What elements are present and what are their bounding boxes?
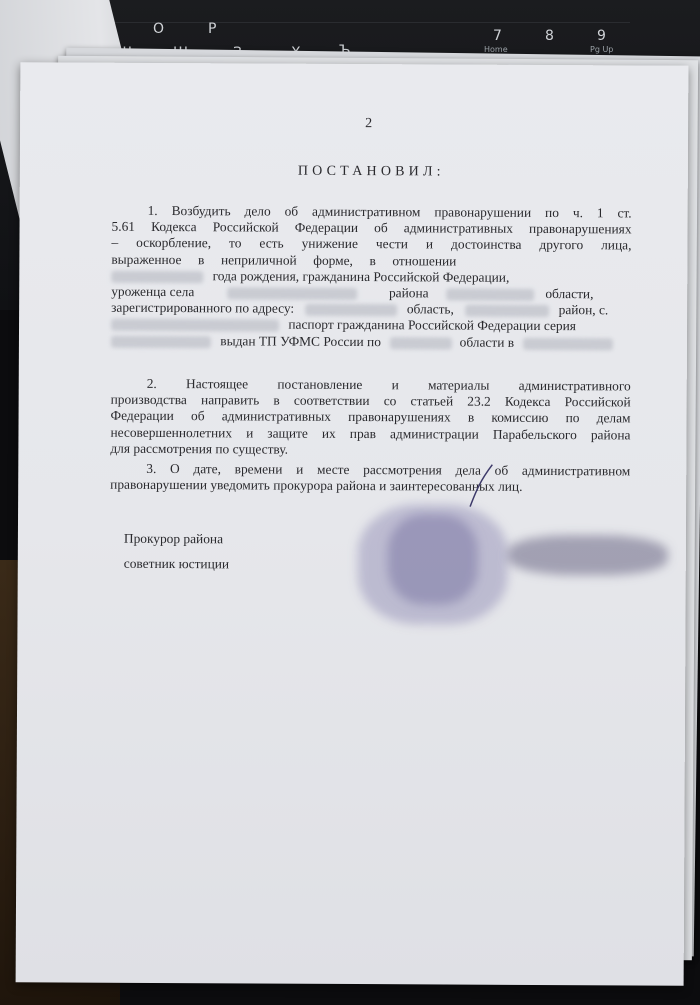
redaction (465, 305, 549, 317)
paragraph-fragment: области в (459, 334, 515, 350)
keyboard-key-edge (90, 22, 630, 23)
redaction (523, 337, 613, 349)
paragraph-line: Федерации об административных правонарушениях в комиссию по делам (110, 408, 631, 426)
paragraph-line: 3. О дате, времени и месте рассмотрения дела об административном (146, 460, 631, 479)
redaction (111, 270, 203, 282)
keyboard-key-8: 8 (545, 28, 554, 44)
document-heading: ПОСТАНОВИЛ: (297, 163, 445, 180)
paragraph-2 (110, 376, 630, 460)
redaction (446, 288, 534, 300)
paragraph-fragment: выдан ТП УФМС России по (220, 332, 381, 349)
paragraph-line (111, 268, 631, 287)
paragraph-line: 5.61 Кодекса Российской Федерации об административных правонарушениях (111, 218, 632, 237)
paragraph-line: выраженное в неприличной форме, в отношении (111, 251, 457, 269)
paragraph-fragment: района (388, 285, 429, 301)
paragraph-fragment: области, (545, 286, 594, 302)
document-sheet (16, 62, 689, 985)
redaction (228, 287, 358, 300)
paragraph-fragment: район, с. (558, 302, 609, 318)
paragraph-line: правонарушении уведомить прокурора района и заинтересованных лиц. (110, 476, 523, 495)
paragraph-line: несовершеннолетних и защите их прав администрации Парабельского района (110, 424, 631, 443)
keyboard-key-9: 9 (597, 28, 606, 44)
paragraph-fragment: уроженца села (111, 283, 195, 300)
paragraph-fragment: паспорт гражданина Российской Федерации серия (288, 317, 577, 334)
paragraph-line: производства направить в соответствии со статьей 23.2 Кодекса Российской (110, 391, 631, 410)
keyboard-key-home: Home (484, 45, 508, 54)
blurred-stamp (388, 514, 478, 604)
blurred-signature (508, 535, 668, 576)
paragraph-fragment: область, (406, 301, 454, 317)
signature-stroke (466, 461, 496, 511)
paragraph-fragment: зарегистрированного по адресу: (111, 299, 295, 316)
paragraph-fragment: года рождения, гражданина Российской Федерации, (212, 268, 510, 285)
signature-rank: советник юстиции (123, 555, 230, 572)
redaction (305, 304, 397, 316)
paragraph-line: 2. Настоящее постановление и материалы административного (146, 375, 631, 394)
paragraph-line: 1. Возбудить дело об административном правонарушении по ч. 1 ст. (147, 202, 632, 221)
keyboard-key-pgup: Pg Up (590, 45, 614, 54)
redaction (111, 319, 279, 332)
keyboard-key-o: О (153, 21, 165, 37)
redaction (111, 335, 211, 348)
paragraph-3 (110, 461, 630, 496)
keyboard-key-7: 7 (493, 28, 502, 44)
paragraph-line: – оскорбление, то есть унижение чести и достоинства другого лица, (111, 235, 632, 253)
keyboard-key-r: Р (208, 21, 217, 37)
redaction (390, 337, 452, 349)
page-number: 2 (365, 116, 373, 132)
paragraph-line (111, 332, 631, 351)
paragraph-line: для рассмотрения по существу. (110, 440, 289, 457)
signature-position-title: Прокурор района (123, 530, 224, 547)
paragraph-1 (111, 203, 632, 352)
